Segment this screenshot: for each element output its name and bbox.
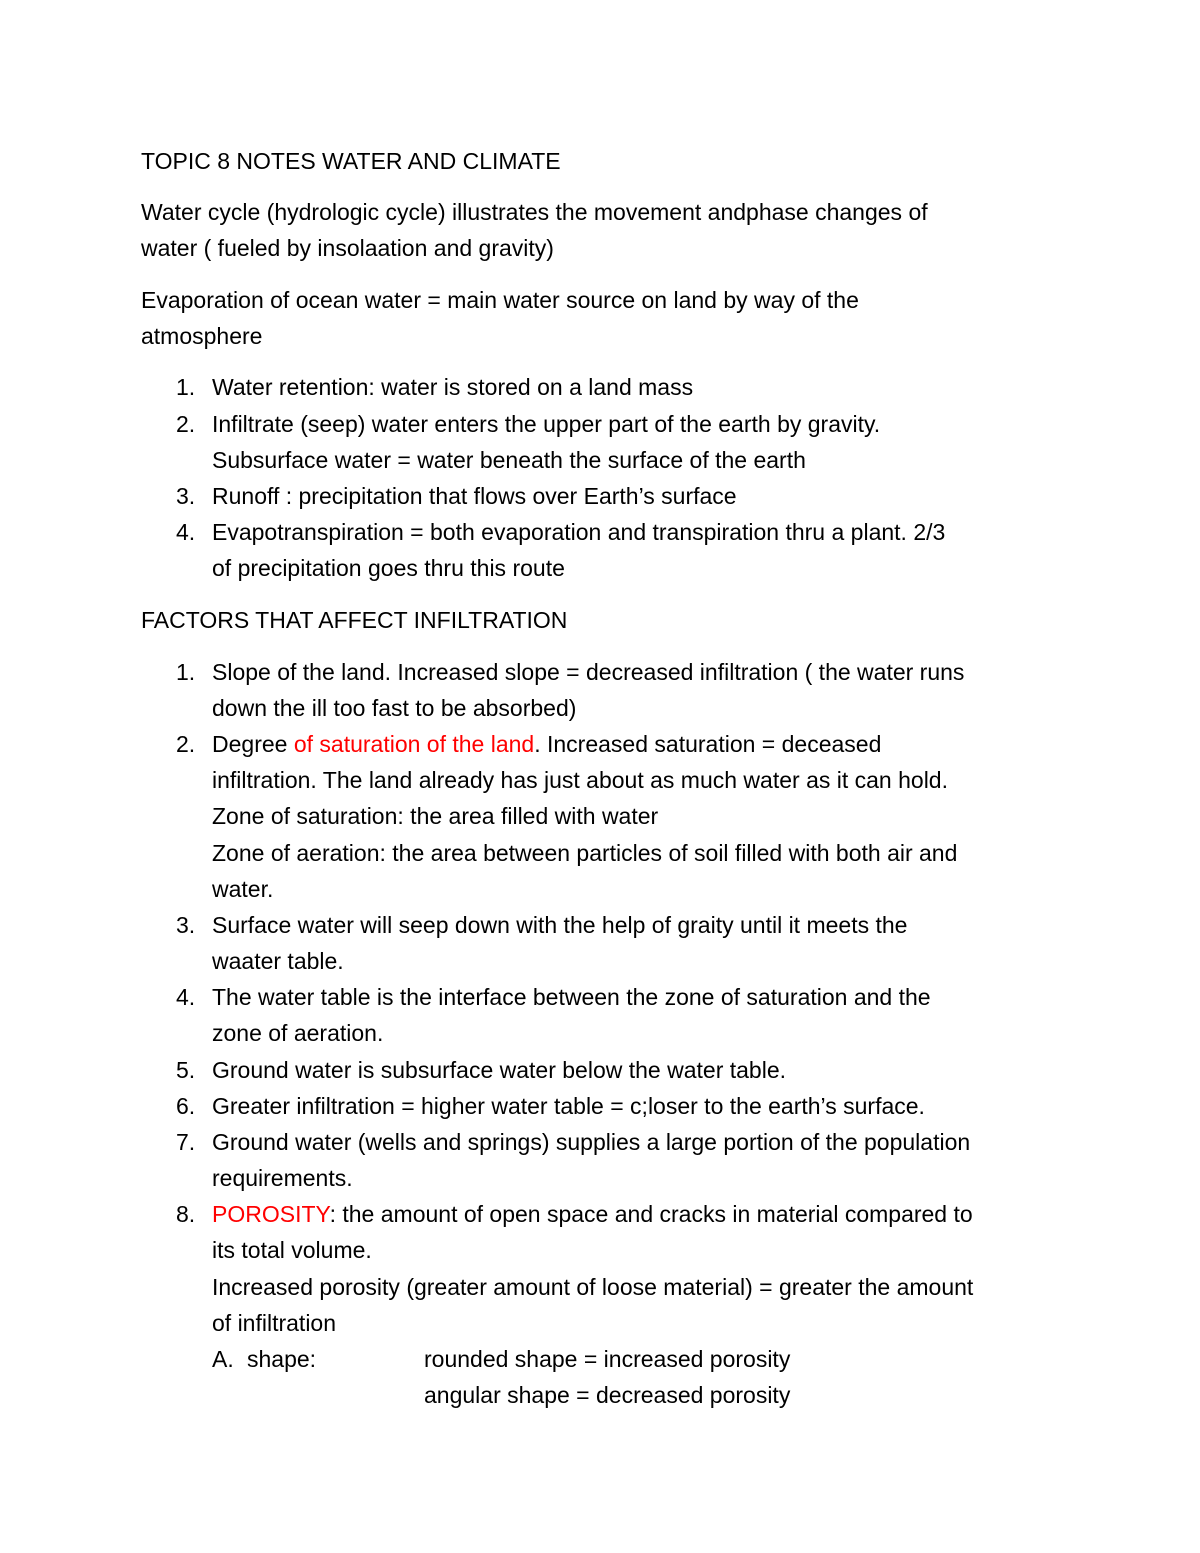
list-item-text: Slope of the land. Increased slope = decreased infiltration ( the water runs xyxy=(212,659,965,685)
list-number: 3. xyxy=(176,912,196,938)
list-item-text: zone of aeration. xyxy=(212,1020,384,1046)
list-item-text xyxy=(212,1199,973,1229)
list-item-text: Water retention: water is stored on a land mass xyxy=(212,374,694,400)
list-item-text: infiltration. The land already has just about as much water as it can hold. xyxy=(212,767,948,793)
list-item-text: Zone of aeration: the area between particles of soil filled with both air and xyxy=(212,840,958,866)
text-run: : the amount of open space and cracks in material compared to xyxy=(329,1201,973,1227)
list-number: 2. xyxy=(176,731,196,757)
list-number: 7. xyxy=(176,1129,196,1155)
list-item-text: Increased porosity (greater amount of loose material) = greater the amount xyxy=(212,1274,974,1300)
list-item-text: Ground water (wells and springs) supplies a large portion of the population xyxy=(212,1129,971,1155)
sub-list-letter: A. xyxy=(212,1346,234,1372)
list-item-text: of precipitation goes thru this route xyxy=(212,555,565,581)
list-number: 8. xyxy=(176,1201,196,1227)
list-number: 3. xyxy=(176,483,196,509)
list-item-text: water. xyxy=(212,876,274,902)
list-item-text: Ground water is subsurface water below the water table. xyxy=(212,1057,787,1083)
intro-paragraph-2-line-2: atmosphere xyxy=(141,323,263,349)
list-item-text: Zone of saturation: the area filled with water xyxy=(212,803,659,829)
highlighted-text: of saturation of the land xyxy=(293,731,535,757)
list-number: 1. xyxy=(176,374,196,400)
list-item-text: down the ill too fast to be absorbed) xyxy=(212,695,577,721)
list-item-text: Evapotranspiration = both evaporation and transpiration thru a plant. 2/3 xyxy=(212,519,946,545)
intro-paragraph-1-line-2: water ( fueled by insolaation and gravity) xyxy=(141,235,554,261)
intro-paragraph-2-line-1: Evaporation of ocean water = main water source on land by way of the xyxy=(141,287,859,313)
list-number: 4. xyxy=(176,519,196,545)
list-number: 6. xyxy=(176,1093,196,1119)
list-item-text: Greater infiltration = higher water table = c;loser to the earth’s surface. xyxy=(212,1093,925,1119)
text-run: Degree xyxy=(212,731,294,757)
list-number: 4. xyxy=(176,984,196,1010)
list-number: 1. xyxy=(176,659,196,685)
intro-paragraph-1-line-1: Water cycle (hydrologic cycle) illustrates the movement andphase changes of xyxy=(141,199,928,225)
list-item-text: Runoff : precipitation that flows over Earth’s surface xyxy=(212,483,737,509)
list-item-text: of infiltration xyxy=(212,1310,337,1336)
text-run: . Increased saturation = deceased xyxy=(534,731,882,757)
list-item-text: its total volume. xyxy=(212,1237,372,1263)
section-heading: FACTORS THAT AFFECT INFILTRATION xyxy=(141,607,568,633)
list-item-text: Infiltrate (seep) water enters the upper part of the earth by gravity. xyxy=(212,411,881,437)
sub-list-value: angular shape = decreased porosity xyxy=(424,1382,791,1408)
list-item-text: requirements. xyxy=(212,1165,353,1191)
sub-list-value: rounded shape = increased porosity xyxy=(424,1346,791,1372)
list-item-text: Surface water will seep down with the help of graity until it meets the xyxy=(212,912,908,938)
list-item-text xyxy=(212,729,881,759)
list-number: 5. xyxy=(176,1057,196,1083)
sub-list-label: shape: xyxy=(247,1346,317,1372)
page-title: TOPIC 8 NOTES WATER AND CLIMATE xyxy=(141,148,561,174)
list-item-text: The water table is the interface between the zone of saturation and the xyxy=(212,984,931,1010)
highlighted-text: POROSITY xyxy=(212,1201,330,1227)
list-number: 2. xyxy=(176,411,196,437)
list-item-text: Subsurface water = water beneath the surface of the earth xyxy=(212,447,806,473)
list-item-text: waater table. xyxy=(212,948,344,974)
